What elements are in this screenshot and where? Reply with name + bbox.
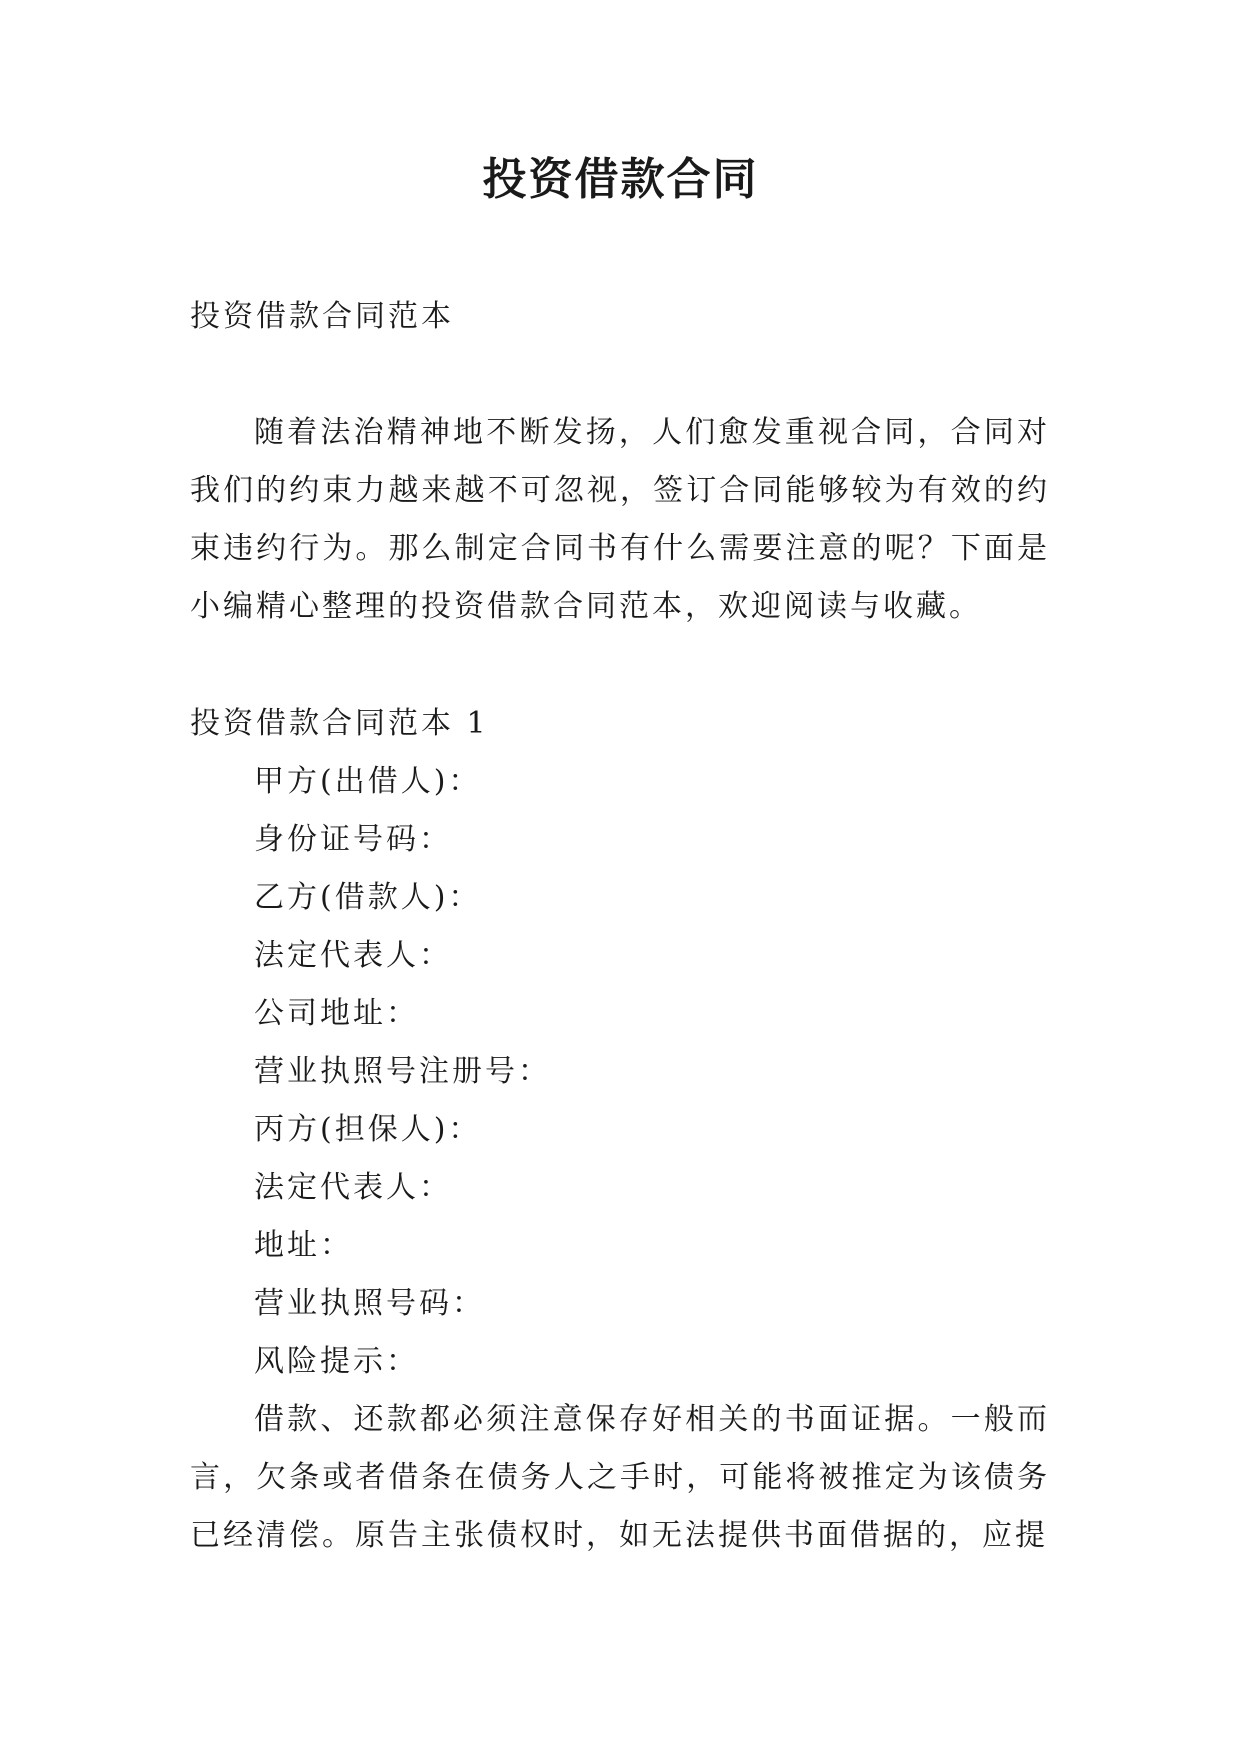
field-guarantor: 丙方(担保人)： [254, 1112, 482, 1147]
document-title: 投资借款合同 [482, 154, 759, 205]
field-borrower: 乙方(借款人)： [254, 880, 482, 915]
document-subtitle: 投资借款合同范本 [190, 299, 454, 334]
intro-paragraph: 随着法治精神地不断发扬，人们愈发重视合同，合同对我们的约束力越来越不可忽视，签订合同能够较为有效的约束违约行为。那么制定合同书有什么需要注意的呢？下面是小编精心整理的投资借款合同范本，欢迎阅读与收藏。 [190, 415, 1050, 624]
field-company-address: 公司地址： [254, 996, 419, 1031]
party-fields-list [254, 753, 1054, 1391]
field-lender: 甲方(出借人)： [254, 764, 482, 799]
field-business-license-number: 营业执照号码： [254, 1286, 485, 1321]
risk-paragraph: 借款、还款都必须注意保存好相关的书面证据。一般而言，欠条或者借条在债务人之手时，可能将被推定为该债务已经清偿。原告主张债权时，如无法提供书面借据的，应提 [190, 1402, 1050, 1553]
field-address: 地址： [254, 1228, 353, 1263]
field-risk-notice: 风险提示： [254, 1344, 419, 1379]
field-guarantor-legal-representative: 法定代表人： [254, 1170, 452, 1205]
field-legal-representative: 法定代表人： [254, 938, 452, 973]
field-id-number: 身份证号码： [254, 822, 452, 857]
section-heading: 投资借款合同范本 1 [190, 706, 489, 741]
field-business-license-registration: 营业执照号注册号： [254, 1054, 551, 1089]
